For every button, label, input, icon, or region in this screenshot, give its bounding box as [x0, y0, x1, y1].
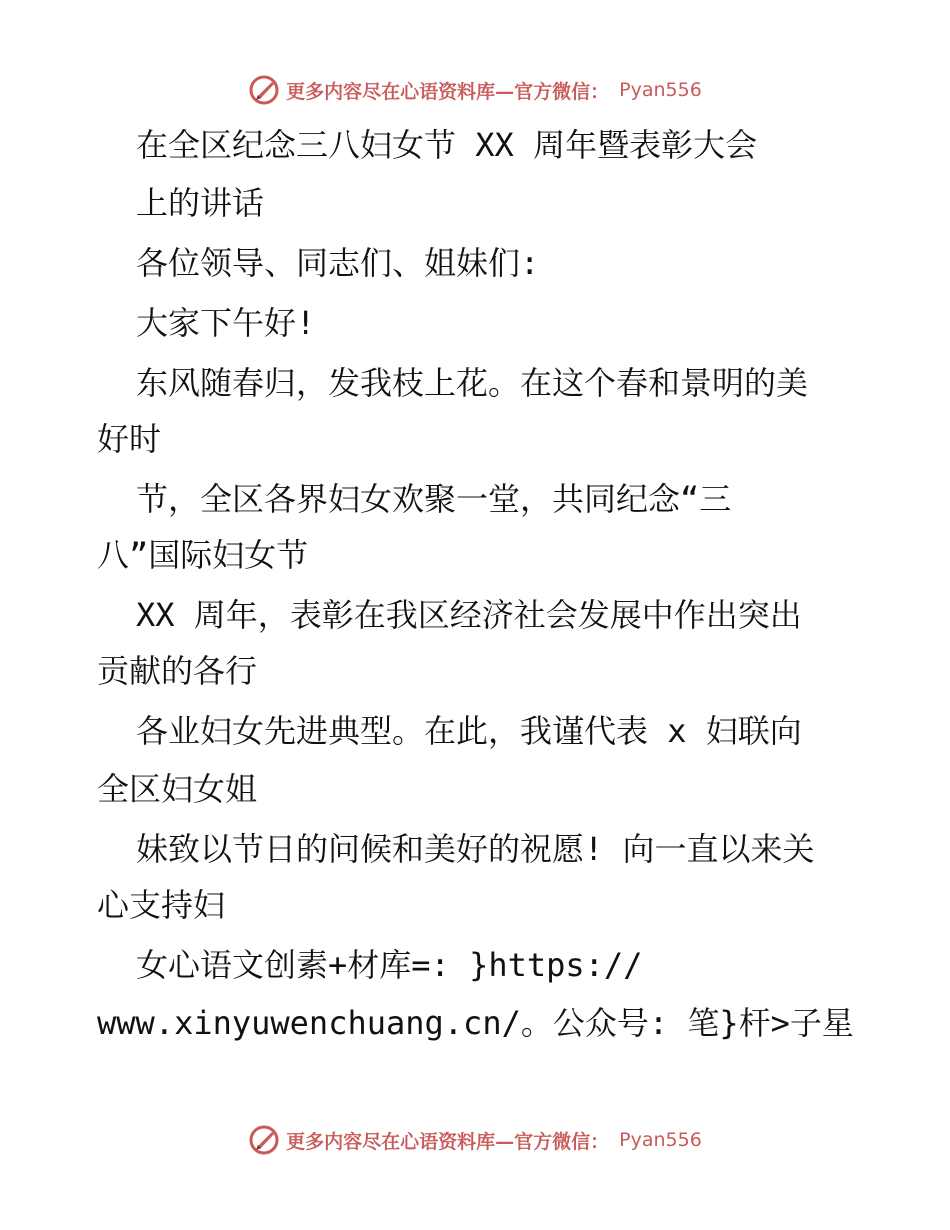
header-banner-wechat: Pyan556	[619, 79, 702, 101]
footer-banner-text: 更多内容尽在心语资料库—官方微信：	[286, 1130, 610, 1153]
quill-logo-icon	[248, 1124, 280, 1156]
quill-logo-icon	[248, 74, 280, 106]
paragraph-line: 东风随春归，发我枝上花。在这个春和景明的美	[136, 364, 809, 402]
footer-banner-wechat: Pyan556	[619, 1129, 702, 1151]
header-banner	[0, 70, 950, 110]
paragraph-line: 节，全区各界妇女欢聚一堂，共同纪念“三	[136, 480, 732, 518]
paragraph-line: 妹致以节日的问候和美好的祝愿! 向一直以来关	[136, 830, 815, 868]
paragraph-line: 心支持妇	[97, 886, 226, 924]
paragraph-line: 全区妇女姐	[97, 770, 258, 808]
paragraph-line: 各业妇女先进典型。在此，我谨代表 x 妇联向	[136, 712, 802, 750]
paragraph-line: 八”国际妇女节	[97, 536, 309, 574]
title-line-1: 在全区纪念三八妇女节 XX 周年暨表彰大会	[136, 126, 758, 164]
header-banner-text: 更多内容尽在心语资料库—官方微信：	[286, 80, 610, 103]
title-line-2: 上的讲话	[136, 184, 265, 222]
paragraph-line: 女心语文创素+材库=: }https://	[136, 946, 643, 984]
salutation: 各位领导、同志们、姐妹们:	[136, 244, 540, 282]
paragraph-line: www.xinyuwenchuang.cn/。公众号: 笔}杆>子星	[97, 1004, 854, 1042]
paragraph-line: 贡献的各行	[97, 652, 258, 690]
footer-banner	[0, 1120, 950, 1160]
greeting: 大家下午好!	[136, 304, 316, 342]
paragraph-line: XX 周年，表彰在我区经济社会发展中作出突出	[136, 596, 802, 634]
paragraph-line: 好时	[97, 420, 162, 458]
